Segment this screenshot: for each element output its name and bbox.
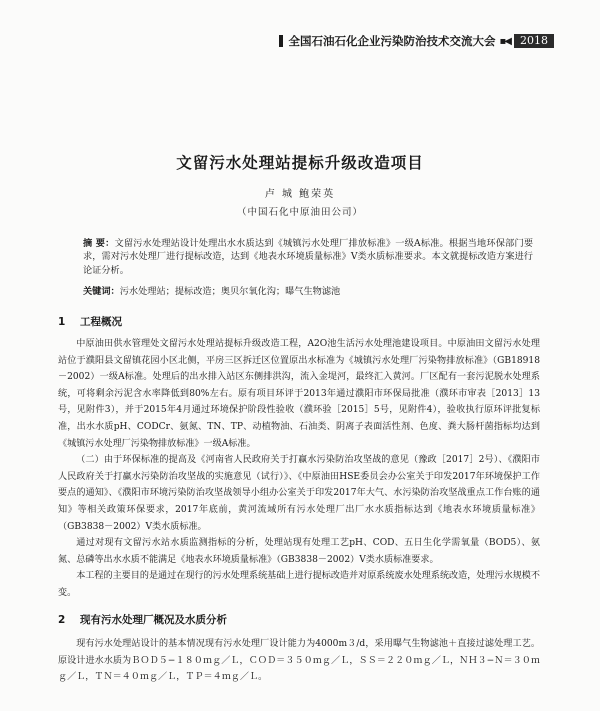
- section-body: [58, 336, 540, 602]
- paragraph: 中原油田供水管理处文留污水处理站提标升级改造工程，A2O池生活污水处理池建设项目。中原油田文留污水处理站位于濮阳县文留镇花园小区北侧，平房三区拆迁区位置原出水标准为《城镇污水处理厂污染物排放标准》（GB18918－2002）一级A标准。处理后的出水排入站区东侧排洪沟，流入金堤河，最终汇入黄河。厂区配有一套污泥脱水处理系统，可将剩余污泥含水率降低到80%左右。原有项目环评于2013年通过濮阳市环保局批准（濮环市审表［2013］13号，见附件3），并于2015年4月通过环境保护阶段性验收（濮环验［2015］5号，见附件4），验收执行原环评批复标准，出水水质pH、CODCr、氨氮、TN、TP、动植物油、石油类、阴离子表面活性剂、色度、粪大肠杆菌指标均达到《城镇污水处理厂污染物排放标准》一级A标准。: [58, 339, 540, 449]
- header-ornament-icon: ▪◀: [499, 35, 510, 47]
- section-title: 工程概况: [80, 316, 122, 328]
- section-heading: [58, 612, 227, 627]
- paragraph: 现有污水处理站设计的基本情况现有污水处理厂设计能力为4000m３/d，采用曝气生物滤池＋直接过滤处理工艺。原设计进水水质为ＢＯＤ５−１８０ｍｇ／Ｌ，ＣＯＤ＝３５０ｍｇ／Ｌ，ＳＳ＝２２０ｍｇ／Ｌ，ＮＨ３−Ｎ＝３０ｍｇ／Ｌ，ＴＮ＝４０ｍｇ／Ｌ，ＴＰ＝４ｍｇ／Ｌ。: [58, 639, 540, 683]
- abstract-label: 摘 要：: [83, 238, 115, 249]
- header-bar-icon: [279, 35, 283, 47]
- keywords-text: 污水处理站；提标改造；奥贝尔氧化沟；曝气生物滤池: [119, 286, 341, 297]
- abstract: [83, 237, 533, 277]
- section-heading: [58, 314, 122, 329]
- section-number: 2: [58, 614, 66, 626]
- section-body: [58, 636, 540, 686]
- abstract-text: 文留污水处理站设计处理出水水质达到《城镇污水处理厂排放标准》一级A标准。根据当地环保部门要求，需对污水处理厂进行提标改造，达到《地表水环境质量标准》Ⅴ类水质标准要求。本文就提标改造方案进行论证分析。: [83, 238, 534, 276]
- paragraph: （二）由于环保标准的提高及《河南省人民政府关于打赢水污染防治攻坚战的意见（豫政［2017］2号）、《濮阳市人民政府关于打赢水污染防治攻坚战的实施意见（试行）》、《中原油田HSE委员会办公室关于印发2017年环境保护工作要点的通知》、《濮阳市环境污染防治攻坚战领导小组办公室关于印发2017年大气、水污染防治攻坚战重点工作台账的通知》等相关政策环保要求，2017年底前，黄河流域所有污水处理厂出厂水水质指标达到《地表水环境质量标准》（GB3838－2002）Ⅴ类水质标准。: [58, 455, 540, 532]
- section-number: 1: [58, 316, 66, 328]
- paragraph: 本工程的主要目的是通过在现行的污水处理系统基础上进行提标改造并对原系统废水处理系统改造，处理污水规模不变。: [58, 571, 540, 598]
- paragraph: 通过对现有文留污水站水质监测指标的分析，处理站现有处理工艺pH、COD、五日生化学需氧量（BOD5）、氨氮、总磷等出水水质不能满足《地表水环境质量标准》（GB3838－2002）Ⅴ类水质标准要求。: [58, 538, 540, 565]
- article-title: 文留污水处理站提标升级改造项目: [176, 154, 424, 172]
- conference-year: 2018: [514, 34, 554, 48]
- article-affiliation: （中国石化中原油田公司）: [236, 207, 363, 218]
- keywords: [83, 285, 533, 298]
- conference-name: 全国石油石化企业污染防治技术交流大会: [288, 34, 496, 48]
- running-header: [268, 33, 554, 49]
- section-title: 现有污水处理厂概况及水质分析: [80, 614, 227, 626]
- keywords-label: 关键词：: [83, 286, 120, 297]
- article-authors: 卢 城 鲍荣英: [264, 189, 336, 200]
